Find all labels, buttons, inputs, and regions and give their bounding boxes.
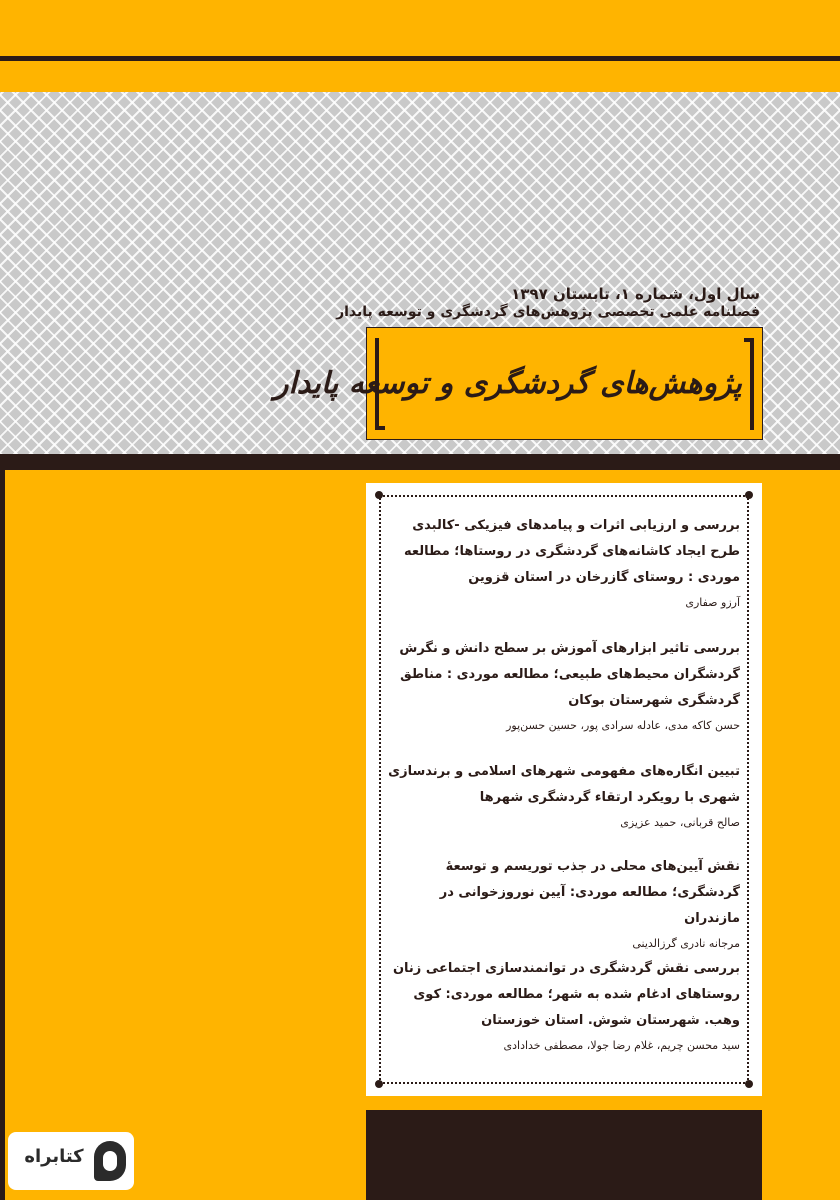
top-strip bbox=[0, 0, 840, 57]
article-item[interactable] bbox=[388, 956, 740, 1056]
article-authors: حسن کاکه مدی، عادله سرادی پور، حسین حسن‌پور bbox=[506, 719, 740, 732]
issue-line: سال اول، شماره ۱، تابستان ۱۳۹۷ bbox=[511, 285, 760, 303]
article-authors: مرجانه نادری گرزالدینی bbox=[632, 937, 740, 950]
article-authors: آرزو صفاری bbox=[685, 596, 740, 609]
article-item[interactable] bbox=[388, 854, 740, 954]
dark-divider bbox=[0, 454, 840, 470]
toc-corner-dot bbox=[375, 491, 383, 499]
article-item[interactable] bbox=[388, 513, 740, 613]
ketabrah-logo[interactable] bbox=[8, 1132, 134, 1190]
article-title: بررسی تاثیر ابزارهای آموزش بر سطح دانش و نگرش گردشگران محیط‌های طبیعی؛ مطالعه موردی : مناطق گردشگری شهرستان بوکان bbox=[399, 641, 740, 708]
article-title: بررسی و ارزیابی اثرات و پیامدهای فیزیکی -کالبدی طرح ایجاد کاشانه‌های گردشگری در روستاها؛ مطالعه موردی : روستای گازرخان در استان قزوین bbox=[404, 518, 740, 585]
table-of-contents bbox=[366, 483, 762, 1096]
article-title: بررسی نقش گردشگری در توانمندسازی اجتماعی زنان روستاهای ادغام شده به شهر؛ مطالعه موردی: کوی وهب. شهرستان شوش. استان خوزستان bbox=[392, 961, 740, 1028]
ketabrah-logo-icon bbox=[94, 1141, 126, 1181]
bottom-dark-block bbox=[366, 1110, 762, 1200]
article-title: تبیین انگاره‌های مفهومی شهرهای اسلامی و برندسازی شهری با رویکرد ارتقاء گردشگری شهرها bbox=[388, 764, 740, 805]
title-bracket-right bbox=[750, 338, 754, 430]
article-authors: صالح قربانی، حمید عزیزی bbox=[620, 816, 740, 829]
left-edge bbox=[0, 470, 5, 1200]
journal-title-box bbox=[273, 327, 763, 440]
logo-text: کتابراه bbox=[24, 1146, 84, 1167]
article-title: نقش آیین‌های محلی در جذب توریسم و توسعهٔ گردشگری؛ مطالعه موردی: آیین نوروزخوانی در مازندران bbox=[439, 859, 740, 926]
article-item[interactable] bbox=[388, 759, 740, 833]
journal-subtitle: فصلنامه علمی تخصصی پژوهش‌های گردشگری و توسعه پایدار bbox=[336, 304, 760, 320]
toc-corner-dot bbox=[375, 1080, 383, 1088]
toc-corner-dot bbox=[745, 1080, 753, 1088]
header-band bbox=[0, 61, 840, 92]
article-item[interactable] bbox=[388, 636, 740, 736]
toc-corner-dot bbox=[745, 491, 753, 499]
journal-title: پژوهش‌های گردشگری و توسعه پایدار bbox=[273, 366, 742, 401]
article-authors: سید محسن چریم، غلام رضا جولا، مصطفی خدادادی bbox=[503, 1039, 740, 1052]
